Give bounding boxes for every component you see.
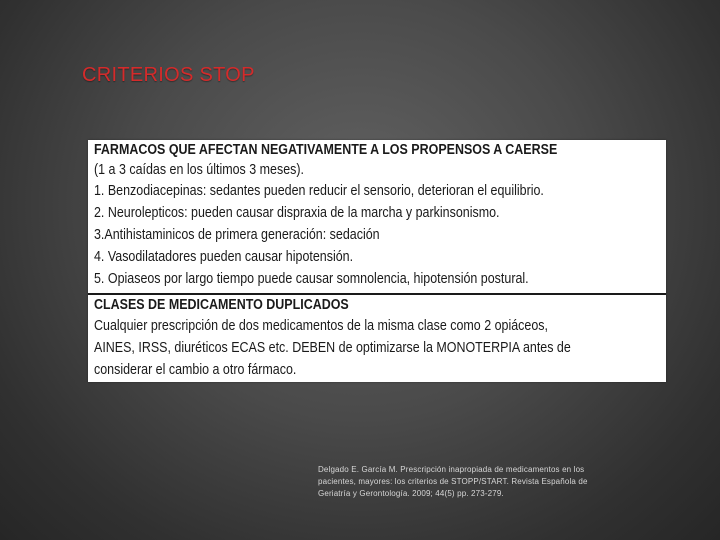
section-divider xyxy=(88,293,666,295)
fall-risk-item-3: 3.Antihistaminicos de primera generación: sedación xyxy=(94,227,380,243)
fall-risk-item-2: 2. Neurolepticos: pueden causar dispraxia de la marcha y parkinsonismo. xyxy=(94,205,500,221)
duplicate-body-line-2: AINES, IRSS, diuréticos ECAS etc. DEBEN de optimizarse la MONOTERPIA antes de xyxy=(94,340,571,356)
duplicate-body-line-1: Cualquier prescripción de dos medicamentos de la misma clase como 2 opiáceos, xyxy=(94,318,548,334)
caption-line-1: Delgado E. García M. Prescripción inapropiada de medicamentos en los xyxy=(318,465,585,474)
reference-caption xyxy=(318,464,688,500)
fall-risk-subheader: (1 a 3 caídas en los últimos 3 meses). xyxy=(94,162,305,178)
duplicate-body-line-3: considerar el cambio a otro fármaco. xyxy=(94,362,297,378)
fall-risk-item-4: 4. Vasodilatadores pueden causar hipotensión. xyxy=(94,249,354,265)
fall-risk-item-1: 1. Benzodiacepinas: sedantes pueden reducir el sensorio, deterioran el equilibrio. xyxy=(94,183,544,199)
slide-title: CRITERIOS STOP xyxy=(82,64,255,86)
fall-risk-header: FARMACOS QUE AFECTAN NEGATIVAMENTE A LOS PROPENSOS A CAERSE xyxy=(94,142,558,158)
fall-risk-item-5: 5. Opiaseos por largo tiempo puede causar somnolencia, hipotensión postural. xyxy=(94,271,529,287)
caption-line-3: Geriatría y Gerontología. 2009; 44(5) pp. 273-279. xyxy=(318,489,504,498)
criteria-content-box xyxy=(88,140,666,382)
duplicate-header: CLASES DE MEDICAMENTO DUPLICADOS xyxy=(94,297,349,313)
caption-line-2: pacientes, mayores: los criterios de STOPP/START. Revista Española de xyxy=(318,477,588,486)
